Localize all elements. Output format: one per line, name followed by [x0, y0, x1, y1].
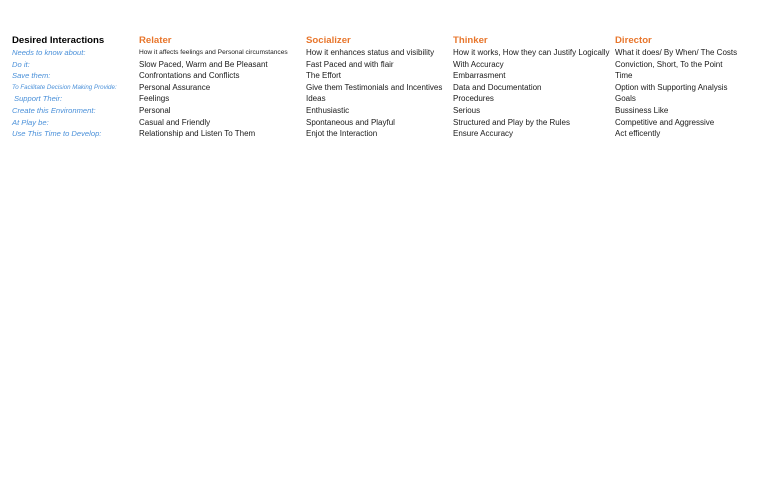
table-cell: Spontaneous and Playful [306, 117, 395, 127]
table-cell: Bussiness Like [615, 105, 669, 115]
table-cell: Time [615, 71, 633, 81]
table-row [12, 93, 755, 105]
table-cell: Competitive and Aggressive [615, 117, 715, 127]
table-cell: How it works, How they can Justify Logically [453, 48, 610, 57]
table-cell: With Accuracy [453, 59, 504, 69]
table-cell: Data and Documentation [453, 82, 542, 92]
table-cell: Procedures [453, 94, 494, 104]
table-cell: Personal [139, 105, 171, 115]
row-label: To Facilitate Decision Making Provide: [12, 83, 117, 91]
table-cell: How it enhances status and visibility [306, 48, 435, 57]
table-cell: Enjot the Interaction [306, 129, 378, 139]
row-label: Do it: [12, 59, 30, 69]
column-header-thinker: Thinker [453, 35, 488, 46]
row-label: At Play be: [12, 117, 49, 127]
table-cell: Slow Paced, Warm and Be Pleasant [139, 59, 268, 69]
table-cell: Enthusiastic [306, 105, 350, 115]
table-title: Desired Interactions [12, 35, 105, 46]
table-cell: Conviction, Short, To the Point [615, 59, 723, 69]
table-row [12, 105, 755, 117]
table-cell: What it does/ By When/ The Costs [615, 48, 738, 57]
row-label: Save them: [12, 71, 51, 81]
row-label: Support Their: [14, 94, 63, 104]
table-cell: Ensure Accuracy [453, 129, 514, 139]
table-row [12, 59, 755, 71]
table-cell: Option with Supporting Analysis [615, 82, 728, 92]
table-row [12, 82, 755, 94]
table-cell: Act efficently [615, 129, 661, 139]
table-row [12, 117, 755, 129]
table-cell: Structured and Play by the Rules [453, 117, 570, 127]
table-cell: Relationship and Listen To Them [139, 129, 256, 139]
table-row [12, 128, 755, 140]
table-cell: Ideas [306, 94, 326, 104]
row-label: Create this Environment: [12, 105, 96, 115]
column-header-socializer: Socializer [306, 35, 351, 46]
table-cell: Goals [615, 94, 636, 104]
table-cell: Personal Assurance [139, 82, 211, 92]
table-cell: Give them Testimonials and Incentives [306, 82, 443, 92]
table-cell: The Effort [306, 71, 341, 81]
column-header-relater: Relater [139, 35, 172, 46]
row-label: Use This Time to Develop: [12, 129, 102, 139]
header-row [12, 34, 755, 47]
column-header-director: Director [615, 35, 652, 46]
table-cell: Casual and Friendly [139, 117, 211, 127]
table-row [12, 47, 755, 59]
table-cell: Serious [453, 105, 481, 115]
row-label: Needs to know about: [12, 48, 86, 57]
desired-interactions-table [12, 34, 755, 140]
table-cell: Fast Paced and with flair [306, 59, 394, 69]
table-row [12, 70, 755, 82]
table-cell: Confrontations and Conflicts [139, 71, 240, 81]
table-cell: How it affects feelings and Personal circumstances [139, 49, 288, 56]
table-cell: Feelings [139, 94, 170, 104]
table-cell: Embarrasment [453, 71, 506, 81]
